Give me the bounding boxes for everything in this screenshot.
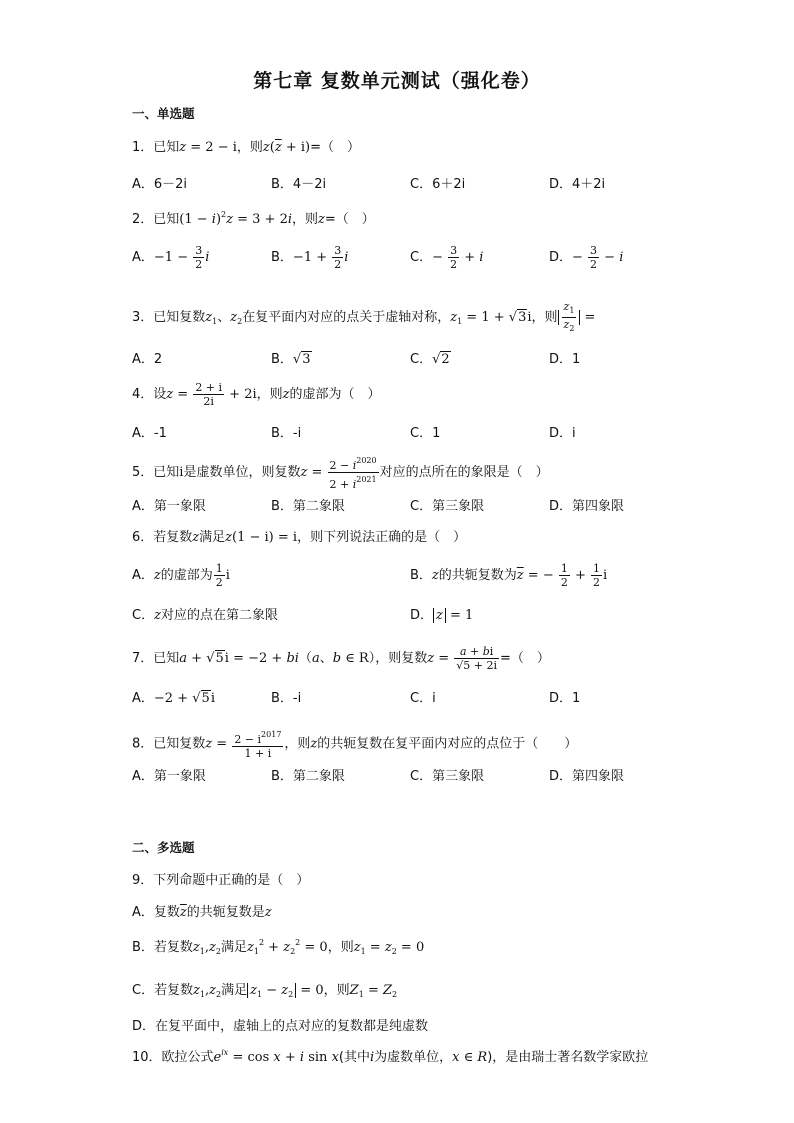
- question-3: 3．已知复数$z_1$、$z_2$在复平面内对应的点关于虚轴对称，$z_1 = 1 + √3i$，则 $\frac{z_1}{z_2}$ =: [132, 300, 596, 333]
- q3-option-c: C．√2: [410, 352, 450, 367]
- question-6: 6．若复数z满足z(1 − i) = i，则下列说法正确的是（ ）: [132, 530, 467, 545]
- q2-option-a: A．−1 − $\frac{3}{2}$ i: [132, 244, 210, 271]
- q1-option-a: A．6－2i: [132, 177, 188, 192]
- q2-option-d: D．− $\frac{3}{2}$ − i: [549, 244, 624, 271]
- q3-option-d: D．1: [549, 352, 581, 367]
- q9-option-d: D．在复平面中，虚轴上的点对应的复数都是纯虚数: [132, 1019, 429, 1034]
- q5-option-a: A．第一象限: [132, 499, 206, 514]
- question-5: 5．已知i是虚数单位，则复数z = $\frac{2 - i^{2020}}{2 + i^{2021}}$ 对应的点所在的象限是（ ）: [132, 456, 549, 491]
- q6-option-a: A．z的虚部为 $\frac{1}{2}$ i: [132, 562, 230, 589]
- question-8: 8．已知复数z = $\frac{2 - i^{2017}}{1 + i}$ ，则z的共轭复数在复平面内对应的点位于（ ）: [132, 730, 578, 760]
- q6-option-d: D． z = 1: [410, 608, 474, 623]
- q9-option-b: B．若复数$z_1,z_2$满足$z_1^2 + z_2^2 = 0$，则$z_1 = z_2 = 0$: [132, 938, 425, 956]
- question-1: 1．已知z = 2 − i，则$z(\overline{z} + i)=$（ ）: [132, 140, 360, 155]
- q1-option-d: D．4＋2i: [549, 177, 606, 192]
- q7-option-b: B．-i: [271, 691, 302, 706]
- question-4: 4．设z = $\frac{2 + i}{2i}$ + 2i，则z的虚部为（ ）: [132, 381, 381, 408]
- q7-option-d: D．1: [549, 691, 581, 706]
- q5-option-d: D．第四象限: [549, 499, 625, 514]
- q9-option-a: A．复数$\overline{z}$的共轭复数是z: [132, 905, 272, 920]
- question-9: 9．下列命题中正确的是（ ）: [132, 873, 310, 888]
- q3-option-b: B．√3: [271, 352, 311, 367]
- q8-option-c: C．第三象限: [410, 769, 485, 784]
- question-10: 10．欧拉公式$e^{ix} = \cos x + i$ sin x(其中i为虚数单位，x ∈ R)，是由瑞士著名数学家欧拉: [132, 1048, 649, 1065]
- question-2: 2．已知$(1 - i)^2z = 3 + 2i$，则z=（ ）: [132, 210, 375, 227]
- q6-option-b: B．z的共轭复数为$\overline{z}$ = − $\frac{1}{2}$ + $\frac{1}{2}$ i: [410, 562, 608, 589]
- q4-option-b: B．-i: [271, 426, 302, 441]
- q4-option-d: D．i: [549, 426, 576, 441]
- q7-option-c: C．i: [410, 691, 436, 706]
- q2-option-c: C．− $\frac{3}{2}$ + i: [410, 244, 484, 271]
- q9-option-c: C．若复数$z_1,z_2$满足 $z_1 - z_2 = 0$，则$Z_1 = Z_2$: [132, 983, 398, 999]
- q8-option-a: A．第一象限: [132, 769, 206, 784]
- q2-option-b: B．−1 + $\frac{3}{2}$ i: [271, 244, 349, 271]
- q4-option-a: A．-1: [132, 426, 167, 441]
- q7-option-a: A．−2 + √5i: [132, 691, 215, 706]
- q5-option-c: C．第三象限: [410, 499, 485, 514]
- question-7: 7．已知a + √5i = −2 + bi（a、b ∈ R），则复数z = $\frac{a + bi}{√5 + 2i}$ =（ ）: [132, 645, 550, 672]
- q3-option-a: A．2: [132, 352, 163, 367]
- section-single-choice: 一、单选题: [132, 106, 195, 121]
- q4-option-c: C．1: [410, 426, 441, 441]
- section-multi-choice: 二、多选题: [132, 840, 195, 855]
- q8-option-b: B．第二象限: [271, 769, 345, 784]
- q8-option-d: D．第四象限: [549, 769, 625, 784]
- q1-option-b: B．4－2i: [271, 177, 327, 192]
- q1-option-c: C．6＋2i: [410, 177, 466, 192]
- page-title: 第七章 复数单元测试（强化卷）: [253, 70, 541, 92]
- q5-option-b: B．第二象限: [271, 499, 345, 514]
- q6-option-c: C．z对应的点在第二象限: [132, 608, 278, 623]
